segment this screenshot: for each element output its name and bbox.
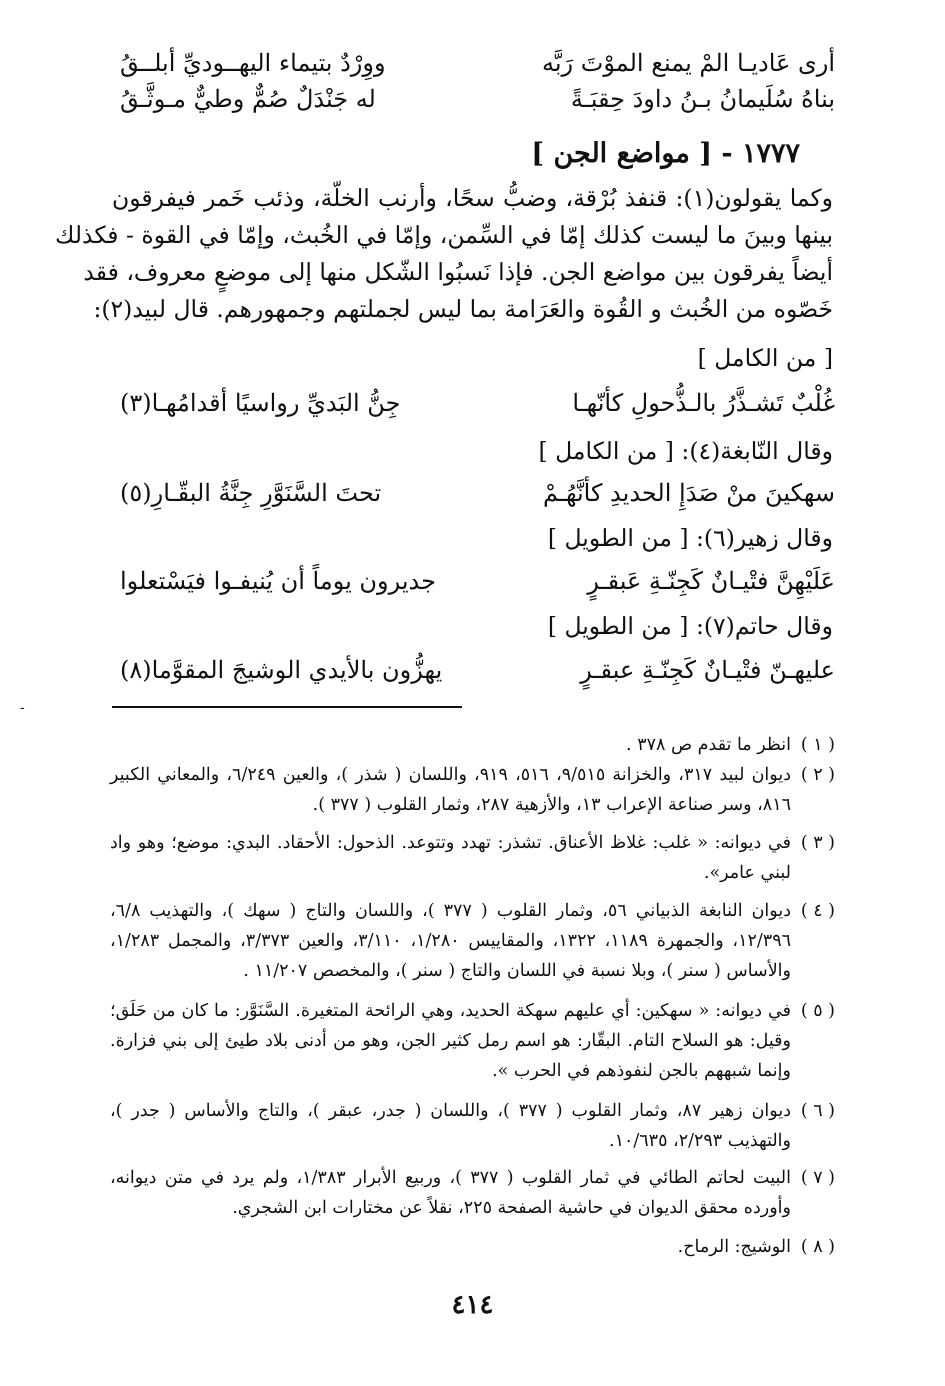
footnote-number: ( ١ ): [800, 735, 835, 755]
verse-first-hemistich: غُلْبٌ تَشـذَّرُ بالـذُّحولِ كأنّهـا: [572, 389, 835, 417]
footnote-text: ديوان لبيد ٣١٧، والخزانة ٩/٥١٥، ٥١٦، ٩١٩، واللسان ( شذر )، والعين ٦/٢٤٩، والمعاني الكبير ٨١٦، وسر صناعة الإعراب ١٣، والأزهية ٢٨٧، وثمار القلوب ( ٣٧٧ ).: [110, 765, 791, 815]
verse-second-hemistich: يهزُّون بالأيدي الوشيجَ المقوَّما(٨): [120, 656, 443, 684]
verse-line: [120, 45, 835, 81]
footnote: [110, 730, 835, 760]
footnote-number: ( ٢ ): [800, 765, 835, 785]
verse-first-hemistich: أرى عَاديـا المْ يمنع الموْتَ رَبَّه: [541, 49, 835, 77]
footnote-text: ديوان زهير ٨٧، وثمار القلوب ( ٣٧٧ )، واللسان ( جدر، عبقر )، والتاج والأساس ( جدر )، والتهذيب ٢/٢٩٣، ١٠/٦٣٥.: [110, 1101, 791, 1151]
verse-line: [120, 563, 835, 599]
footnote-number: ( ٥ ): [800, 1001, 835, 1021]
verse-line: [120, 475, 835, 511]
verse-second-hemistich: جديرون يوماً أن يُنيفـوا فيَسْتعلوا: [120, 567, 436, 595]
footnote-text: في ديوانه: « سهكين: أي عليهم سهكة الحديد، وهي الرائحة المتغيرة. السَّنَوَّر: ما كان من حَلَق؛ وقيل: هو السلاح التام. البقّار: هو اسم رمل كثير الجن، وهو من أدنى بلاد طيئ إلى بني فزارة. وإنما شبههم بالجن لنفوذهم في الحرب ».: [110, 1001, 791, 1081]
prose-line: أيضاً يفرقون بين مواضع الجن. فإذا نَسبُوا الشّكل منها إلى موضعٍ معروف، فقد: [83, 258, 833, 286]
footnote-text: انظر ما تقدم ص ٣٧٨ .: [626, 735, 791, 755]
poem-intro: وقال زهير(٦): [ من الطويل ]: [547, 524, 833, 552]
verse-line: [120, 81, 835, 117]
footnote-number: ( ٣ ): [800, 833, 835, 853]
footnote: [110, 996, 835, 1086]
footnote: [110, 760, 835, 820]
footnote-number: ( ٨ ): [800, 1237, 835, 1257]
footnote: [110, 1163, 835, 1223]
section-heading: ١٧٧٧ - [ مواضع الجن ]: [531, 138, 800, 169]
footnote-number: ( ٤ ): [800, 901, 835, 921]
footnote: [110, 1232, 835, 1262]
verse-line: [120, 652, 835, 688]
verse-line: [120, 385, 835, 421]
poem-intro: وقال النّابغة(٤): [ من الكامل ]: [538, 437, 833, 465]
verse-second-hemistich: له جَنْدَلٌ صُمٌّ وطيٌّ مـوثَّـقُ: [120, 85, 376, 113]
verse-first-hemistich: عَلَيْهِنَّ فتْيـانٌ كَجِنّـةِ عَبقـرٍ: [587, 567, 835, 595]
verse-first-hemistich: بناهُ سُلَيمانُ بـنُ داودَ حِقبَـةً: [570, 85, 835, 113]
footnote-text: ديوان النابغة الذبياني ٥٦، وثمار القلوب ( ٣٧٧ )، واللسان والتاج ( سهك )، والتهذيب ٦/٨، ١٢/٣٩٦، والجمهرة ١١٨٩، ١٣٢٢، والمقاييس ١/٢٨٠، ٣/١١٠، والعين ٣/٣٧٣، والمجمل ١/٢٨٣، والأساس ( سنر )، وبلا نسبة في اللسان والتاج ( سنر )، والمخصص ١١/٢٠٧ .: [110, 901, 791, 981]
verse-second-hemistich: تحتَ السَّنَوَّرِ جِنَّةُ البقّـارِ(٥): [120, 479, 382, 507]
footnote-text: في ديوانه: « غلب: غلاظ الأعناق. تشذر: تهدد وتتوعد. الذحول: الأحقاد. البدي: موضع؛ وهو واد لبني عامر».: [110, 833, 791, 883]
verse-second-hemistich: ووِرْدٌ بتيماء اليهــوديِّ أبلــقُ: [120, 49, 386, 77]
verse-second-hemistich: جِنُّ البَديِّ رواسيًا أقدامُهـا(٣): [120, 389, 401, 417]
poem-intro: [ من الكامل ]: [697, 344, 833, 372]
footnote: [110, 828, 835, 888]
footnote-divider: [112, 706, 462, 708]
prose-line: خَصّوه من الخُبث و القُوة والعَرَامة بما ليس لجملتهم وجمهورهم. قال لبيد(٢):: [93, 295, 833, 323]
prose-line: وكما يقولون(١): قنفذ بُرْقة، وضبُّ سحًا، وأرنب الخلّة، وذئب خَمر فيفرقون: [112, 184, 833, 212]
footnote: [110, 896, 835, 986]
margin-mark: -: [20, 700, 25, 716]
footnote-text: الوشيج: الرماح.: [677, 1237, 791, 1257]
footnote: [110, 1096, 835, 1156]
poem-intro: وقال حاتم(٧): [ من الطويل ]: [547, 612, 833, 640]
footnote-number: ( ٧ ): [800, 1168, 835, 1188]
verse-first-hemistich: سهكينَ منْ صَدَإِ الحديدِ كأنَّهُـمْ: [542, 479, 835, 507]
prose-line: بينها وبينَ ما ليست كذلك إمّا في السِّمن، وإمّا في الخُبث، وإمّا في القوة - فكذلك: [55, 221, 833, 249]
footnote-text: البيت لحاتم الطائي في ثمار القلوب ( ٣٧٧ )، وربيع الأبرار ١/٣٨٣، ولم يرد في متن ديوانه، وأورده محقق الديوان في حاشية الصفحة ٢٢٥، نقلاً عن مختارات ابن الشجري.: [110, 1168, 791, 1218]
footnote-number: ( ٦ ): [800, 1101, 835, 1121]
verse-first-hemistich: عليهـنّ فتْيـانٌ كَجِنّـةِ عبقـرٍ: [580, 656, 835, 684]
page-number: ٤١٤: [451, 1290, 494, 1320]
